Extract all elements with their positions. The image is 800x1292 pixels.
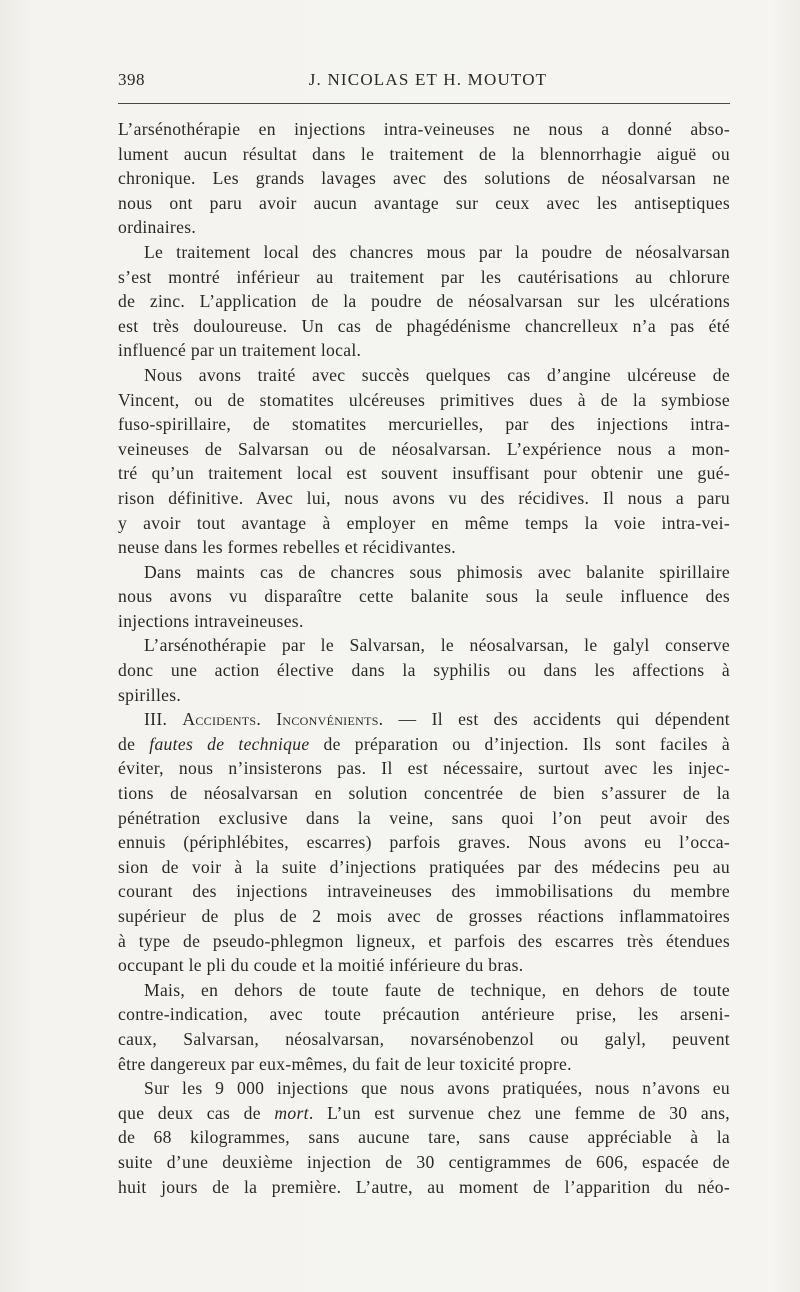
text-line-italic (118, 732, 730, 757)
text-line: s’est montré inférieur au traitement par les cautérisations au chlorure (118, 266, 730, 287)
text-line: supérieur de plus de 2 mois avec de grosses réactions inflammatoires (118, 906, 730, 926)
text-line: caux, Salvarsan, néosalvarsan, novarsénobenzol ou galyl, peuvent (118, 1028, 730, 1049)
page-number: 398 (118, 70, 145, 89)
text-line: Dans maints cas de chancres sous phimosis avec balanite spirillaire (144, 561, 730, 582)
text-fragment: . L’un est survenue chez une femme de 30 ans, (308, 1102, 730, 1123)
text-line: donc une action élective dans la syphilis ou dans les affections à (118, 660, 730, 681)
text-line: éviter, nous n’insisterons pas. Il est nécessaire, surtout avec les injec- (118, 758, 730, 779)
text-line: veineuses de Salvarsan ou de néosalvarsan. L’expérience nous a mon- (118, 438, 730, 459)
text-line: ordinaires. (118, 217, 197, 238)
section-title: Accidents. Inconvénients. (182, 709, 384, 730)
text-line: occupant le pli du coude et la moitié inférieure du bras. (118, 955, 524, 976)
text-line-italic (118, 1101, 730, 1126)
running-head: J. NICOLAS ET H. MOUTOT (308, 70, 548, 89)
page-header (118, 70, 730, 96)
text-line: de 68 kilogrammes, sans aucune tare, sans cause appréciable à la (118, 1127, 730, 1148)
text-fragment: de (118, 733, 150, 754)
text-line: pénétration exclusive dans la veine, sans quoi l’on peut avoir des (118, 807, 730, 828)
text-line: huit jours de la première. L’autre, au moment de l’apparition du néo- (118, 1176, 730, 1197)
text-line: L’arsénothérapie par le Salvarsan, le néosalvarsan, le galyl conserve (144, 635, 730, 656)
text-line: tré qu’un traitement local est souvent insuffisant pour obtenir une gué- (118, 463, 730, 484)
text-line: Le traitement local des chancres mous par la poudre de néosalvarsan (144, 241, 730, 262)
text-fragment: de préparation ou d’injection. Ils sont faciles à (309, 733, 731, 754)
text-line: Nous avons traité avec succès quelques cas d’angine ulcéreuse de (144, 364, 730, 385)
text-line: à type de pseudo-phlegmon ligneux, et parfois des escarres très étendues (118, 930, 730, 951)
section-number: III. (144, 709, 183, 730)
emphasis: mort (274, 1102, 309, 1123)
body-text (118, 117, 730, 1199)
text-line: ennuis (périphlébites, escarres) parfois graves. Nous avons eu l’occa- (118, 832, 730, 853)
text-line: est très douloureuse. Un cas de phagédénisme chancrelleux n’a pas été (118, 315, 730, 336)
text-line: tions de néosalvarsan en solution concentrée de bien s’assurer de la (118, 783, 730, 804)
text-line: Sur les 9 000 injections que nous avons pratiquées, nous n’avons eu (144, 1078, 730, 1099)
text-fragment: que deux cas de (118, 1102, 275, 1123)
text-line: L’arsénothérapie en injections intra-veineuses ne nous a donné abso- (118, 119, 730, 139)
text-line: suite d’une deuxième injection de 30 centigrammes de 606, espacée de (118, 1151, 730, 1172)
text-line: y avoir tout avantage à employer en même temps la voie intra-vei- (118, 512, 730, 533)
text-line: sion de voir à la suite d’injections pratiquées par des médecins peu au (118, 856, 730, 877)
text-line: influencé par un traitement local. (118, 340, 362, 361)
header-rule (118, 103, 730, 104)
text-line: nous avons vu disparaître cette balanite sous la seule influence des (118, 586, 730, 607)
emphasis: fautes de technique (149, 733, 310, 754)
section-heading-line (118, 707, 730, 732)
text-line: chronique. Les grands lavages avec des solutions de néosalvarsan ne (118, 168, 730, 189)
text-line: courant des injections intraveineuses des immobilisations du membre (118, 881, 730, 902)
text-line: fuso-spirillaire, de stomatites mercurielles, par des injections intra- (118, 414, 730, 435)
text-line: Vincent, ou de stomatites ulcéreuses primitives dues à de la symbiose (118, 389, 730, 410)
text-line: être dangereux par eux-mêmes, du fait de leur toxicité propre. (118, 1053, 572, 1074)
text-line: spirilles. (118, 684, 182, 705)
text-line: nous ont paru avoir aucun avantage sur ceux avec les antiseptiques (118, 192, 730, 213)
text-line: Mais, en dehors de toute faute de technique, en dehors de toute (144, 979, 730, 1000)
text-line: neuse dans les formes rebelles et récidivantes. (118, 537, 456, 558)
text-line: de zinc. L’application de la poudre de néosalvarsan sur les ulcérations (118, 291, 730, 312)
text-line: rison définitive. Avec lui, nous avons vu des récidives. Il nous a paru (118, 487, 730, 508)
text-line: lument aucun résultat dans le traitement de la blennorrhagie aiguë ou (118, 143, 730, 164)
text-line: injections intraveineuses. (118, 610, 304, 631)
text-line: contre-indication, avec toute précaution antérieure prise, les arseni- (118, 1004, 730, 1025)
section-text: — Il est des accidents qui dépendent (383, 709, 730, 730)
